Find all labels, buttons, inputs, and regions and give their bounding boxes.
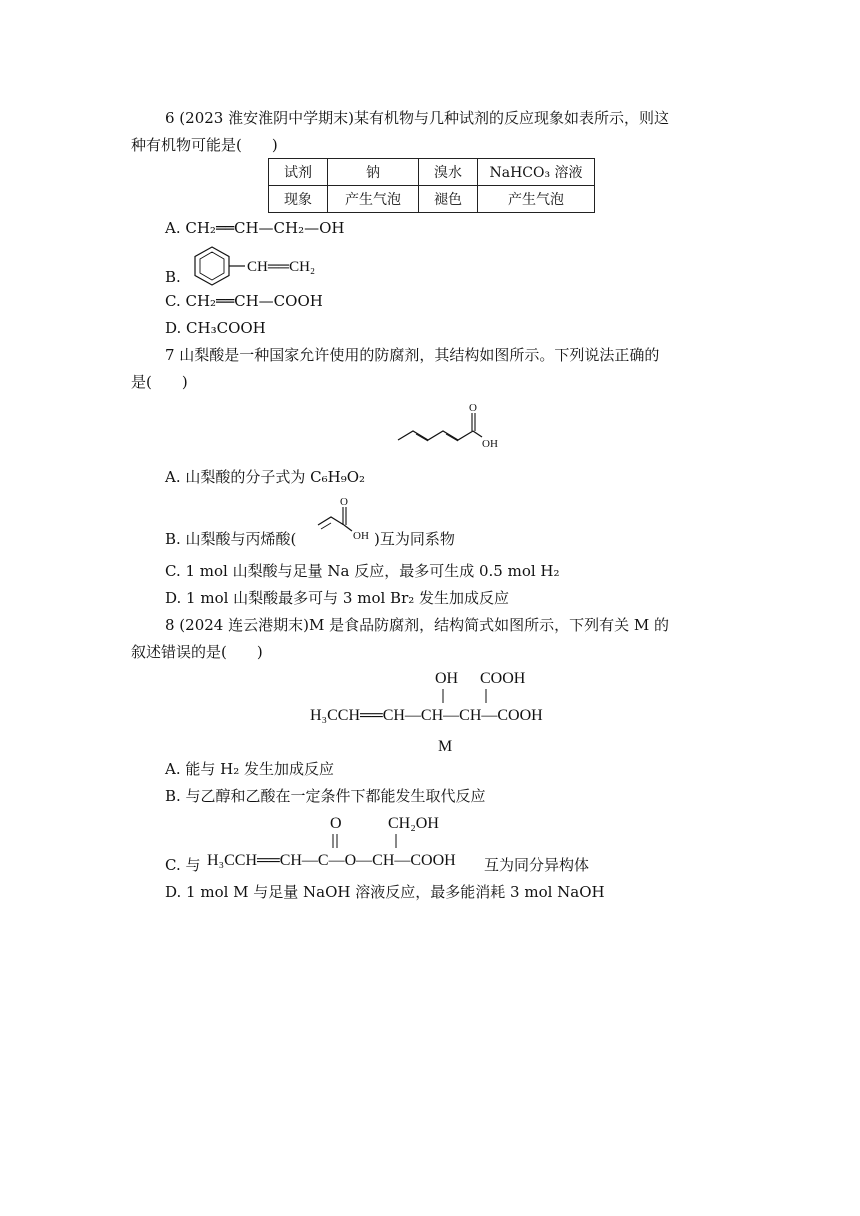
styrene-chain-label: CH══CH₂	[247, 259, 316, 275]
table-row	[269, 159, 595, 186]
isomer-ch2oh-label: CH₂OH	[388, 815, 439, 832]
q8-option-c-pre: C. 与	[165, 856, 201, 874]
sorbic-o-label: O	[469, 402, 477, 414]
isomer-structure	[207, 810, 492, 880]
m-main-chain: H₃CCH══CH—CH—CH—COOH	[310, 707, 543, 724]
table-cell: 溴水	[419, 159, 478, 186]
table-cell: 钠	[328, 159, 419, 186]
q7-option-b-pre: B. 山梨酸与丙烯酸(	[165, 530, 297, 548]
q7-stem-line2: 是( )	[131, 373, 188, 391]
acrylic-acid-structure	[312, 495, 382, 545]
table-cell: 现象	[269, 186, 328, 213]
compound-m-structure	[310, 665, 600, 755]
table-cell: 褪色	[419, 186, 478, 213]
m-oh-label: OH	[435, 670, 459, 687]
q8-option-c-post: 互为同分异构体	[484, 856, 590, 874]
q6-reaction-table	[268, 158, 595, 213]
table-cell: 产生气泡	[478, 186, 595, 213]
sorbic-oh-label: OH	[482, 438, 498, 450]
table-row	[269, 186, 595, 213]
q8-option-b: B. 与乙醇和乙酸在一定条件下都能发生取代反应	[165, 787, 486, 805]
q8-stem-line2: 叙述错误的是( )	[131, 643, 263, 661]
table-cell: 试剂	[269, 159, 328, 186]
q6-option-b-label: B.	[165, 268, 181, 286]
acrylic-oh-label: OH	[353, 530, 369, 542]
m-label: M	[438, 738, 453, 755]
q8-option-a: A. 能与 H₂ 发生加成反应	[165, 760, 334, 778]
q6-option-d: D. CH₃COOH	[165, 319, 266, 337]
isomer-o-label: O	[330, 815, 342, 832]
q7-stem-line1: 7 山梨酸是一种国家允许使用的防腐剂，其结构如图所示。下列说法正确的	[165, 346, 660, 364]
table-cell: 产生气泡	[328, 186, 419, 213]
table-cell: NaHCO₃ 溶液	[478, 159, 595, 186]
q6-option-a: A. CH₂══CH—CH₂—OH	[165, 219, 345, 237]
isomer-main-chain: H₃CCH══CH—C—O—CH—COOH	[207, 852, 456, 869]
q6-stem-line1: 6 (2023 淮安淮阴中学期末)某有机物与几种试剂的反应现象如表所示，则这	[165, 109, 669, 127]
q8-option-d: D. 1 mol M 与足量 NaOH 溶液反应，最多能消耗 3 mol NaOH	[165, 883, 605, 901]
q8-stem-line1: 8 (2024 连云港期末)M 是食品防腐剂，结构简式如图所示，下列有关 M 的	[165, 616, 669, 634]
q6-stem-line2: 种有机物可能是( )	[131, 136, 278, 154]
sorbic-acid-structure	[396, 400, 506, 455]
acrylic-o-label: O	[340, 496, 348, 508]
q7-option-d: D. 1 mol 山梨酸最多可与 3 mol Br₂ 发生加成反应	[165, 589, 510, 607]
styrene-structure	[190, 245, 330, 285]
q7-option-b-post: )互为同系物	[374, 530, 455, 548]
m-cooh-label: COOH	[480, 670, 526, 687]
q7-option-c: C. 1 mol 山梨酸与足量 Na 反应，最多可生成 0.5 mol H₂	[165, 562, 560, 580]
q6-option-c: C. CH₂══CH—COOH	[165, 292, 323, 310]
q7-option-a: A. 山梨酸的分子式为 C₆H₉O₂	[165, 468, 366, 486]
